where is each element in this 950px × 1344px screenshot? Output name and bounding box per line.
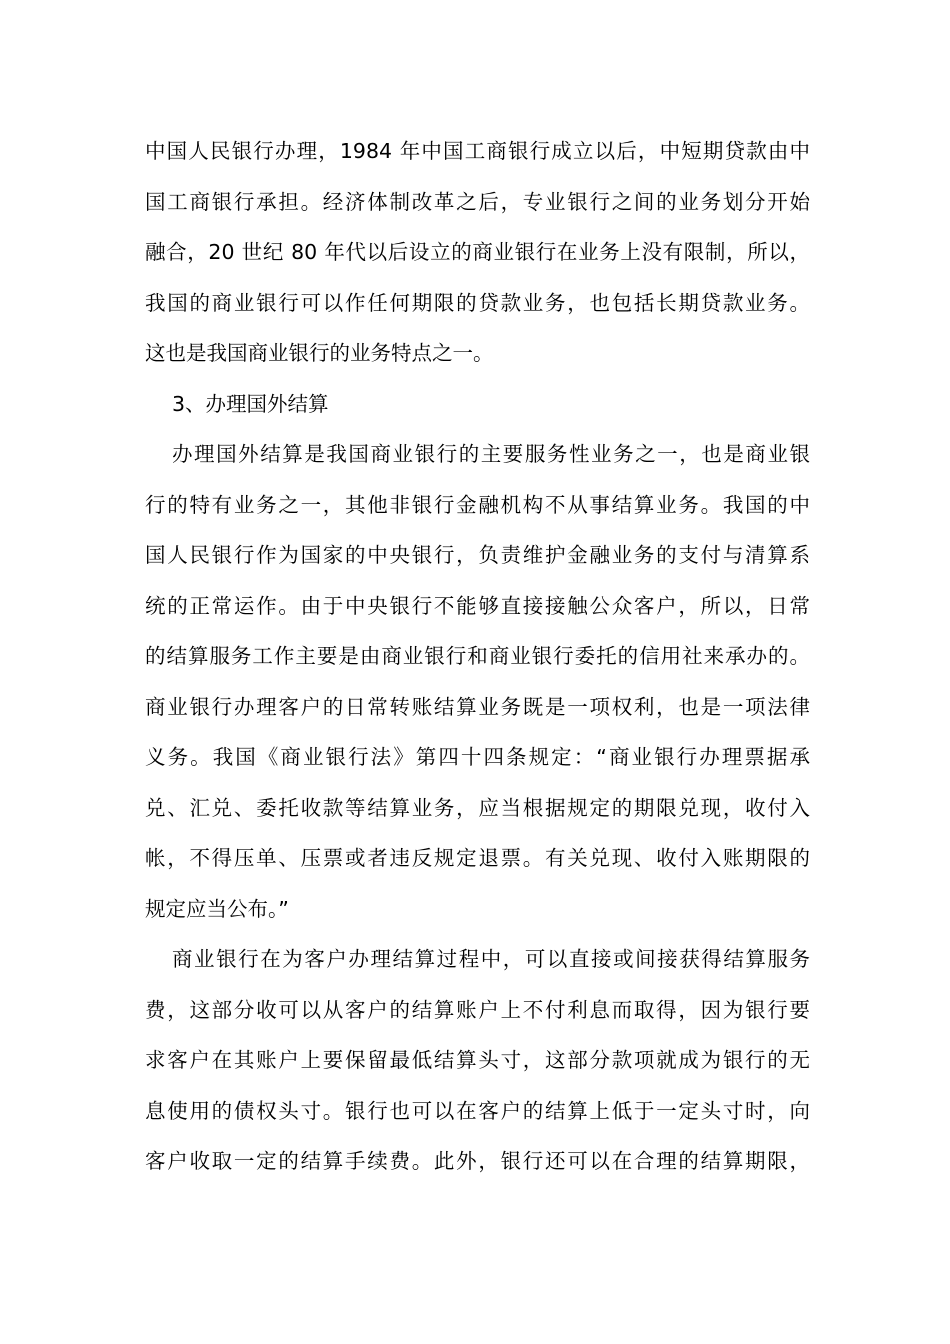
text-line: 义务。我国《商业银行法》第四十四条规定：“商业银行办理票据承 — [145, 745, 810, 769]
text-line: 融合，20 世纪 80 年代以后设立的商业银行在业务上没有限制，所以， — [145, 240, 810, 264]
text-line: 费，这部分收可以从客户的结算账户上不付利息而取得，因为银行要 — [145, 997, 810, 1022]
paragraph-settlement-fees — [145, 934, 810, 1187]
text-line: 行的特有业务之一，其他非银行金融机构不从事结算业务。我国的中 — [145, 492, 810, 517]
text-line: 这也是我国商业银行的业务特点之一。 — [145, 341, 494, 365]
text-line: 的结算服务工作主要是由商业银行和商业银行委托的信用社来承办的。 — [145, 644, 810, 668]
heading-text: 3、办理国外结算 — [172, 391, 329, 416]
text-line: 统的正常运作。由于中央银行不能够直接接触公众客户，所以，日常 — [145, 593, 810, 618]
text-line: 我国的商业银行可以作任何期限的贷款业务，也包括长期贷款业务。 — [145, 290, 810, 315]
text-line: 规定应当公布。” — [145, 896, 289, 921]
text-line: 中国人民银行办理，1984 年中国工商银行成立以后，中短期贷款由中 — [145, 139, 810, 163]
paragraph-loan-history — [145, 126, 810, 379]
text-line: 客户收取一定的结算手续费。此外，银行还可以在合理的结算期限， — [145, 1149, 810, 1173]
text-line: 商业银行办理客户的日常转账结算业务既是一项权利，也是一项法律 — [145, 694, 810, 719]
text-line: 兑、汇兑、委托收款等结算业务，应当根据规定的期限兑现，收付入 — [145, 795, 810, 820]
text-line: 商业银行在为客户办理结算过程中，可以直接或间接获得结算服务 — [172, 947, 810, 971]
section-heading — [145, 379, 810, 430]
text-line: 办理国外结算是我国商业银行的主要服务性业务之一，也是商业银 — [172, 442, 810, 466]
text-line: 帐，不得压单、压票或者违反规定退票。有关兑现、收付入账期限的 — [145, 846, 810, 870]
text-line: 息使用的债权头寸。银行也可以在客户的结算上低于一定头寸时，向 — [145, 1098, 810, 1123]
text-line: 国人民银行作为国家的中央银行，负责维护金融业务的支付与清算系 — [145, 543, 810, 567]
paragraph-foreign-settlement — [145, 429, 810, 934]
document-body — [145, 126, 810, 1187]
text-line: 国工商银行承担。经济体制改革之后，专业银行之间的业务划分开始 — [145, 189, 810, 214]
text-line: 求客户在其账户上要保留最低结算头寸，这部分款项就成为银行的无 — [145, 1048, 810, 1072]
